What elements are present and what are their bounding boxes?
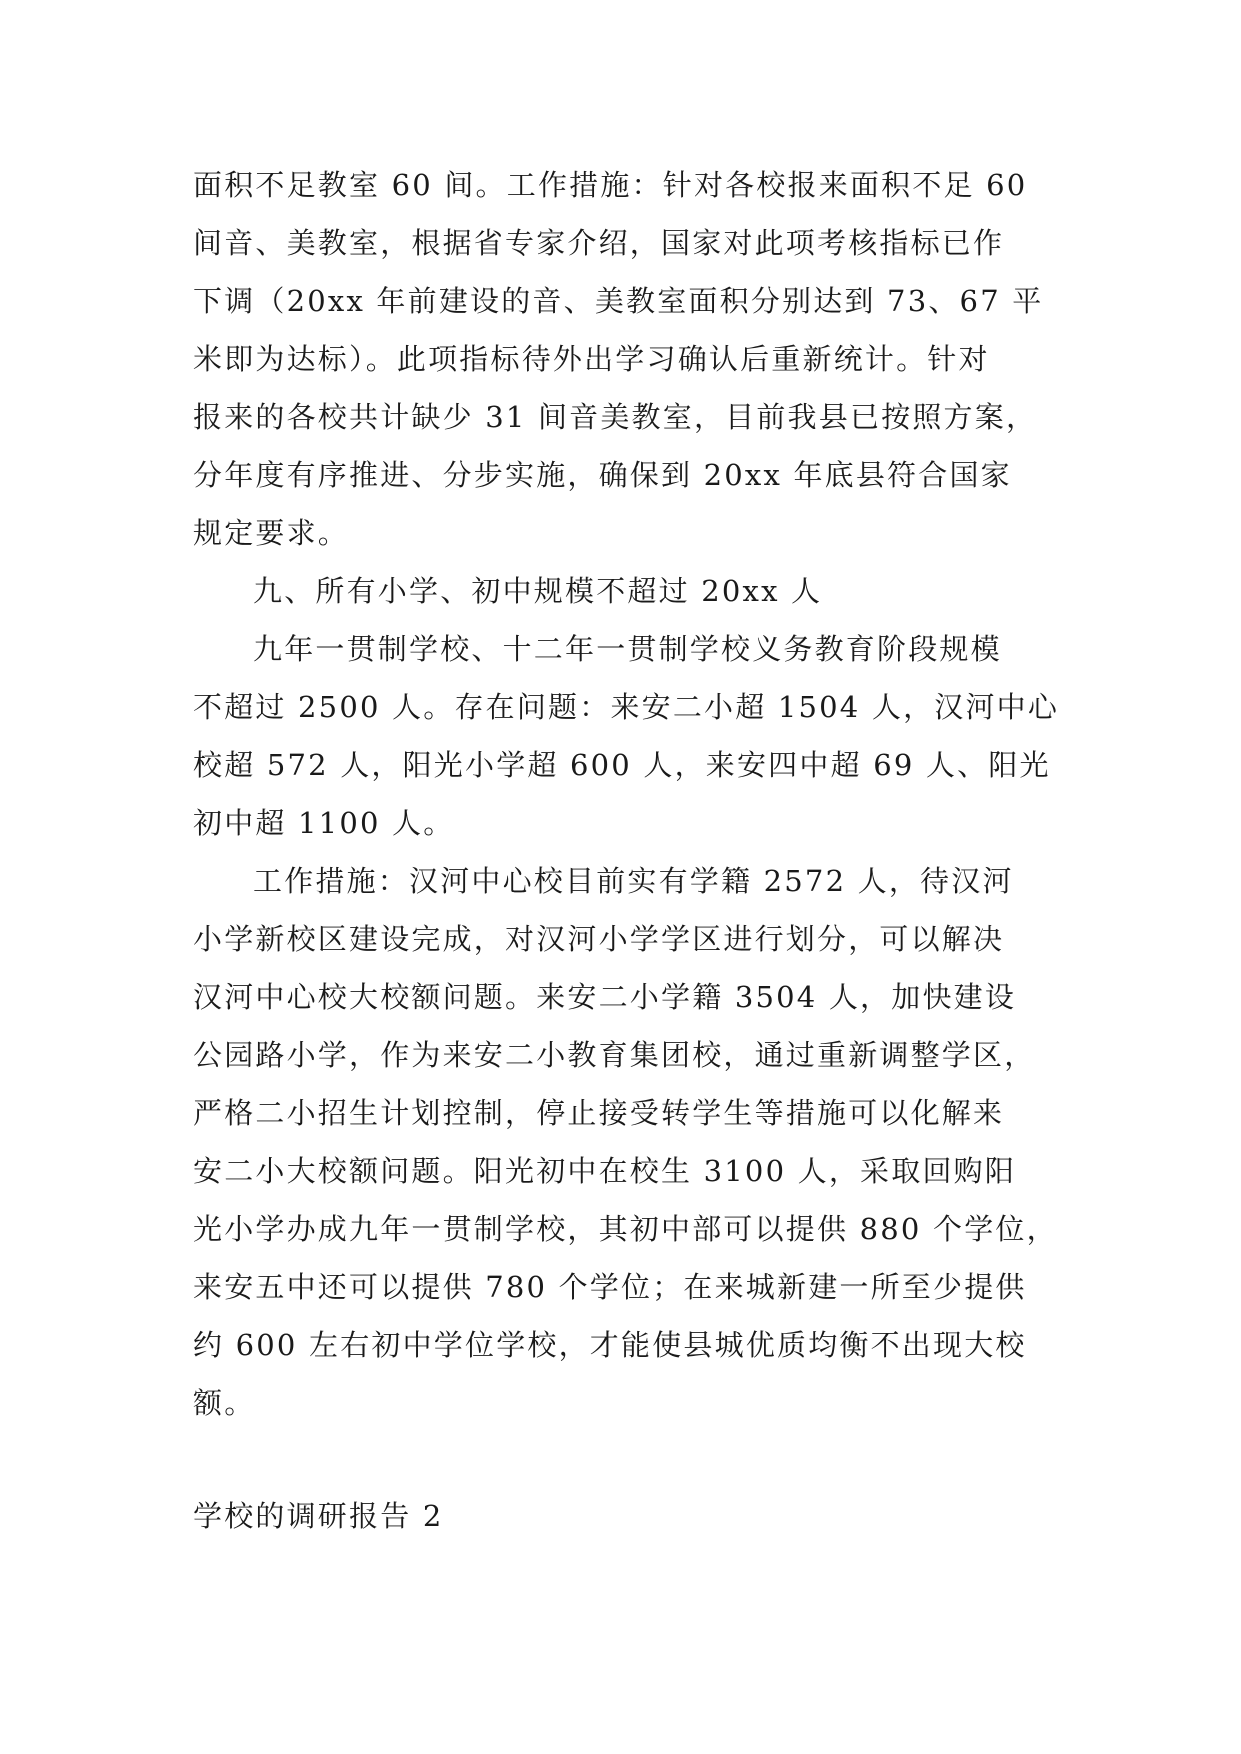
paragraph-line: 公园路小学，作为来安二小教育集团校，通过重新调整学区， xyxy=(193,1038,1036,1072)
paragraph-line: 不超过 2500 人。存在问题：来安二小超 1504 人，汉河中心 xyxy=(193,690,1060,724)
paragraph-line: 下调（20xx 年前建设的音、美教室面积分别达到 73、67 平 xyxy=(193,284,1044,318)
paragraph-line: 额。 xyxy=(193,1386,256,1420)
paragraph-line: 来安五中还可以提供 780 个学位；在来城新建一所至少提供 xyxy=(193,1270,1027,1304)
paragraph-line: 汉河中心校大校额问题。来安二小学籍 3504 人，加快建设 xyxy=(193,980,1017,1014)
paragraph-line: 约 600 左右初中学位学校，才能使县城优质均衡不出现大校 xyxy=(193,1328,1027,1362)
paragraph-line: 工作措施：汉河中心校目前实有学籍 2572 人，待汉河 xyxy=(253,864,1014,898)
section-heading: 九、所有小学、初中规模不超过 20xx 人 xyxy=(253,574,823,608)
paragraph-line: 规定要求。 xyxy=(193,516,350,550)
paragraph-line: 严格二小招生计划控制，停止接受转学生等措施可以化解来 xyxy=(193,1096,1005,1130)
paragraph-line: 光小学办成九年一贯制学校，其初中部可以提供 880 个学位， xyxy=(193,1212,1058,1246)
report-title: 学校的调研报告 2 xyxy=(193,1499,444,1533)
paragraph-line: 小学新校区建设完成，对汉河小学学区进行划分，可以解决 xyxy=(193,922,1005,956)
paragraph-line: 间音、美教室，根据省专家介绍，国家对此项考核指标已作 xyxy=(193,226,1005,260)
paragraph-line: 九年一贯制学校、十二年一贯制学校义务教育阶段规模 xyxy=(253,632,1002,666)
paragraph-line: 分年度有序推进、分步实施，确保到 20xx 年底县符合国家 xyxy=(193,458,1012,492)
paragraph-line: 米即为达标）。此项指标待外出学习确认后重新统计。针对 xyxy=(193,342,990,376)
paragraph-line: 校超 572 人，阳光小学超 600 人，来安四中超 69 人、阳光 xyxy=(193,748,1051,782)
paragraph-line: 报来的各校共计缺少 31 间音美教室，目前我县已按照方案， xyxy=(193,400,1038,434)
paragraph-line: 初中超 1100 人。 xyxy=(193,806,455,840)
paragraph-line: 面积不足教室 60 间。工作措施：针对各校报来面积不足 60 xyxy=(193,168,1028,202)
paragraph-line: 安二小大校额问题。阳光初中在校生 3100 人，采取回购阳 xyxy=(193,1154,1017,1188)
